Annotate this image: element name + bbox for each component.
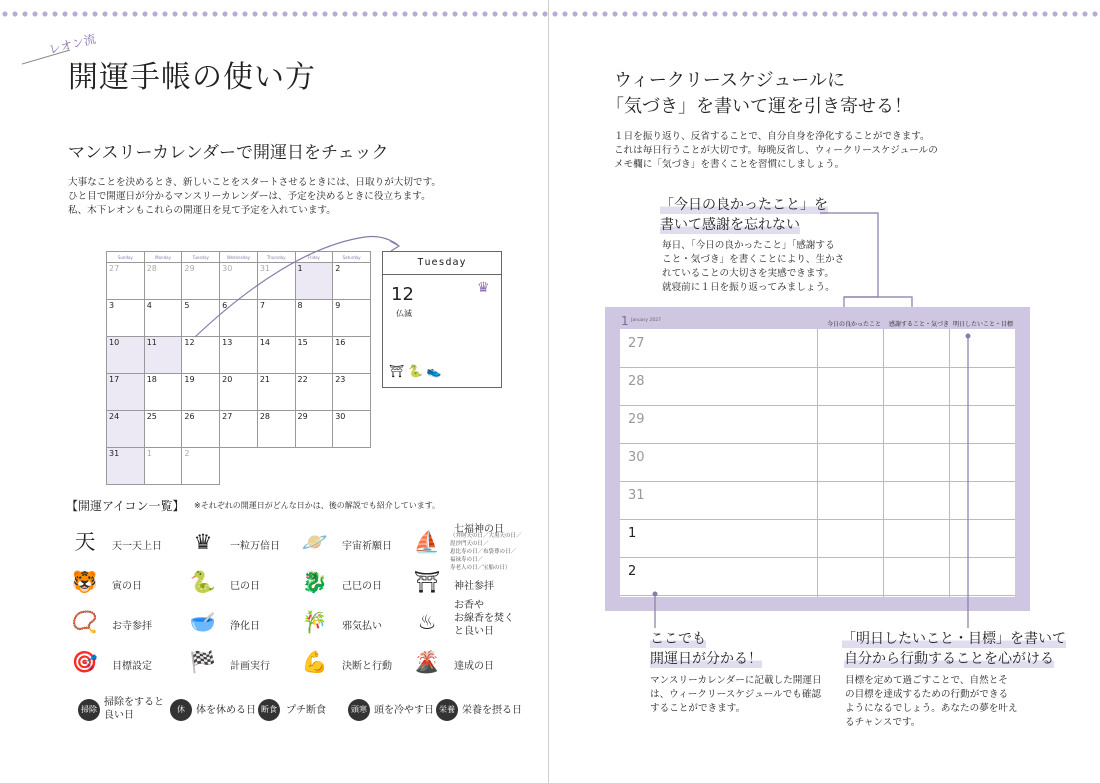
calendar-header: Saturday [333, 252, 371, 263]
calendar-day-cell[interactable]: 26 [182, 411, 220, 448]
shichifuku-sub: （弁財天の日／大黒天の日／ 毘沙門天の日／ 恵比寿の日／布袋尊の日／ 福禄寿の日／ 寿老人の日／宝船の日） [450, 533, 522, 571]
legend-badge-label: プチ断食 [286, 705, 326, 716]
legend-icon: 🐉 [301, 570, 329, 594]
callout1-heading-2: 書いて感謝を忘れない [660, 214, 800, 234]
legend-label: 寅の日 [112, 581, 142, 592]
right-intro-1: １日を振り返り、反省することで、自分自身を浄化することができます。 [614, 131, 930, 142]
callout3-body-2: の目標を達成するための行動ができる [845, 689, 1009, 700]
calendar-day-cell[interactable]: 20 [220, 374, 258, 411]
calendar-day-cell[interactable]: 3 [107, 300, 145, 337]
zoom-weekday: Tuesday [383, 252, 501, 275]
legend-label: 目標設定 [112, 661, 152, 672]
legend-badge-label: 頭を冷やす日 [374, 705, 434, 716]
weekly-day-number: 1 [628, 526, 637, 541]
callout3-heading-1: 「明日したいこと・目標」を書いて [842, 628, 1066, 648]
dotted-border [550, 10, 1100, 18]
legend-label: 邪気払い [342, 621, 382, 632]
weekly-day-number: 27 [628, 336, 645, 351]
legend-icon: ♛ [193, 530, 213, 554]
legend-icon: 🏁 [189, 650, 217, 674]
calendar-day-cell[interactable]: 10 [107, 337, 145, 374]
calendar-day-cell[interactable]: 21 [257, 374, 295, 411]
weekly-col-header-3: 明日したいこと・目標 [953, 321, 1014, 328]
legend-icon: 🌋 [413, 650, 441, 674]
calendar-day-cell[interactable]: 12 [182, 337, 220, 374]
intro-line-1: 大事なことを決めるとき、新しいことをスタートさせるときには、日取りが大切です。 [68, 177, 442, 188]
callout1-connector [800, 205, 940, 315]
calendar-day-cell[interactable]: 25 [144, 411, 182, 448]
legend-badge-label: 掃除をすると 良い日 [104, 697, 164, 721]
weekly-day-number: 28 [628, 374, 645, 389]
calendar-day-cell[interactable]: 13 [220, 337, 258, 374]
calendar-header: Tuesday [182, 252, 220, 263]
calendar-day-cell[interactable]: 14 [257, 337, 295, 374]
legend-icon: 🐍 [189, 570, 217, 594]
weekly-col-header-2: 感謝すること・気づき [889, 321, 950, 328]
legend-icon: ♨ [417, 610, 437, 634]
calendar-day-cell[interactable]: 11 [144, 337, 182, 374]
legend-icon: 🎋 [301, 610, 329, 634]
legend-label: お香や お線香を焚く と良い日 [454, 600, 514, 637]
legend-label: 天一天上日 [112, 541, 162, 552]
legend-label: 宇宙祈願日 [342, 541, 392, 552]
legend-icon: ⛩ [413, 570, 441, 594]
weekly-day-number: 2 [628, 564, 637, 579]
legend-label: 計画実行 [230, 661, 270, 672]
calendar-day-cell[interactable]: 31 [107, 448, 145, 485]
legend-badge: 断食 [258, 699, 280, 721]
calendar-day-cell[interactable]: 29 [182, 263, 220, 300]
legend-label: 七福神の日 [454, 524, 504, 535]
calendar-day-cell[interactable]: 23 [333, 374, 371, 411]
calendar-day-cell[interactable]: 17 [107, 374, 145, 411]
calendar-day-cell[interactable]: 8 [295, 300, 333, 337]
calendar-day-cell[interactable]: 7 [257, 300, 295, 337]
legend-icon: 🎯 [71, 650, 99, 674]
legend-note: ※それぞれの開運日がどんな日かは、後の解説でも紹介しています。 [194, 501, 441, 510]
calendar-day-cell[interactable]: 6 [220, 300, 258, 337]
intro-line-2: ひと目で開運日が分かるマンスリーカレンダーは、予定を決めるときに役立ちます。 [68, 191, 431, 202]
callout2-heading-2: 開運日が分かる！ [650, 648, 762, 668]
calendar-day-cell[interactable]: 29 [295, 411, 333, 448]
callout3-heading-2: 自分から行動することを心がける [844, 648, 1054, 668]
callout2-connector [640, 590, 670, 630]
legend-badge: 栄養 [436, 699, 458, 721]
calendar-day-cell[interactable]: 19 [182, 374, 220, 411]
crown-icon: ♛ [477, 280, 490, 296]
right-title-line-2: 「気づき」を書いて運を引き寄せる！ [606, 96, 912, 117]
section-title: マンスリーカレンダーで開運日をチェック [68, 143, 389, 163]
legend-row [70, 647, 530, 681]
callout1-body-1: 毎日、「今日の良かったこと」「感謝する [662, 240, 835, 251]
weekly-day-number: 30 [628, 450, 645, 465]
weekly-day-number: 29 [628, 412, 645, 427]
legend-label: 己巳の日 [342, 581, 382, 592]
day-zoom-card [382, 251, 502, 388]
calendar-day-cell[interactable]: 2 [182, 448, 220, 485]
legend-icon: ⛵ [413, 530, 441, 554]
callout2-body-3: することができます。 [650, 703, 746, 714]
page-title: 開運手帳の使い方 [68, 60, 316, 95]
intro-line-3: 私、木下レオンもこれらの開運日を見て予定を入れています。 [68, 205, 336, 216]
zoom-rokuyo: 仏滅 [396, 309, 412, 318]
legend-label: 浄化日 [230, 621, 260, 632]
legend-icon: 🥣 [189, 610, 217, 634]
calendar-day-cell[interactable]: 24 [107, 411, 145, 448]
legend-badge: 掃除 [78, 699, 100, 721]
weekly-day-number: 31 [628, 488, 645, 503]
calendar-day-cell[interactable]: 15 [295, 337, 333, 374]
calendar-day-cell[interactable]: 18 [144, 374, 182, 411]
calendar-day-cell[interactable]: 5 [182, 300, 220, 337]
calendar-day-cell[interactable]: 9 [333, 300, 371, 337]
calendar-day-cell[interactable]: 22 [295, 374, 333, 411]
calendar-day-cell[interactable]: 4 [144, 300, 182, 337]
right-title-line-1: ウィークリースケジュールに [614, 70, 845, 91]
legend-badge: 休 [170, 699, 192, 721]
right-intro-2: これは毎日行うことが大切です。毎晩反省し、ウィークリースケジュールの [614, 145, 938, 156]
calendar-day-cell[interactable]: 2 [333, 263, 371, 300]
legend-title: 【開運アイコン一覧】 [66, 499, 185, 513]
left-page [0, 0, 549, 783]
legend-label: 達成の日 [454, 661, 494, 672]
calendar-day-cell[interactable]: 1 [295, 263, 333, 300]
calendar-header: Sunday [107, 252, 145, 263]
leon-tag: レオン流 [47, 31, 98, 57]
callout3-body-1: 目標を定めて過ごすことで、自然とそ [845, 675, 1008, 686]
calendar-header: Monday [144, 252, 182, 263]
callout2-body-2: は、ウィークリースケジュールでも確認 [650, 689, 822, 700]
weekly-col-header-1: 今日の良かったこと [827, 321, 882, 328]
legend-label: お寺参拝 [112, 621, 152, 632]
callout2-body-1: マンスリーカレンダーに記載した開運日 [650, 675, 822, 686]
legend-badge: 頭寒 [348, 699, 370, 721]
weekly-month-label: January 2027 [631, 318, 661, 323]
right-intro-3: メモ欄に「気づき」を書くことを習慣にしましょう。 [614, 159, 845, 170]
calendar-day-cell[interactable]: 27 [107, 263, 145, 300]
zoom-arrow [190, 225, 405, 345]
callout2-heading-1: ここでも [650, 628, 706, 648]
legend-row [70, 600, 530, 641]
legend-icon: 天 [74, 530, 96, 554]
legend-label: 神社参拝 [454, 581, 494, 592]
legend-label: 決断と行動 [342, 661, 392, 672]
callout1-body-4: 就寝前に１日を振り返ってみましょう。 [662, 282, 835, 293]
callout3-connector [954, 330, 984, 630]
calendar-header: Wednesday [220, 252, 258, 263]
weekly-month-num: 1 [621, 314, 629, 328]
calendar-day-cell[interactable]: 30 [220, 263, 258, 300]
legend-label: 巳の日 [230, 581, 260, 592]
legend-row [70, 567, 530, 601]
zoom-icons: ⛩ 🐍 👟 [389, 364, 442, 378]
callout3-body-3: ようになるでしょう。あなたの夢を叶え [845, 703, 1018, 714]
calendar-day-cell[interactable]: 28 [257, 411, 295, 448]
dotted-border [0, 10, 548, 18]
calendar-day-cell[interactable]: 1 [144, 448, 182, 485]
zoom-day: 12 [391, 284, 414, 305]
calendar-day-cell[interactable]: 27 [220, 411, 258, 448]
legend-badge-label: 栄養を摂る日 [462, 705, 522, 716]
callout1-heading-1: 「今日の良かったこと」を [660, 194, 828, 214]
calendar-day-cell[interactable]: 28 [144, 263, 182, 300]
legend-icon: 📿 [71, 610, 99, 634]
callout1-body-3: れていることの大切さを実感できます。 [662, 268, 834, 279]
calendar-day-cell[interactable]: 31 [257, 263, 295, 300]
calendar-day-cell[interactable]: 16 [333, 337, 371, 374]
calendar-header: Thursday [257, 252, 295, 263]
legend-label: 一粒万倍日 [230, 541, 280, 552]
callout3-body-4: るチャンスです。 [845, 717, 921, 728]
legend-icon: 🪐 [301, 530, 329, 554]
calendar-day-cell[interactable]: 30 [333, 411, 371, 448]
callout1-body-2: こと・気づき」を書くことにより、生かさ [662, 254, 845, 265]
calendar-header: Friday [295, 252, 333, 263]
legend-icon: 🐯 [71, 570, 99, 594]
legend-icon: 💪 [301, 650, 329, 674]
legend-badge-label: 体を休める日 [196, 705, 256, 716]
